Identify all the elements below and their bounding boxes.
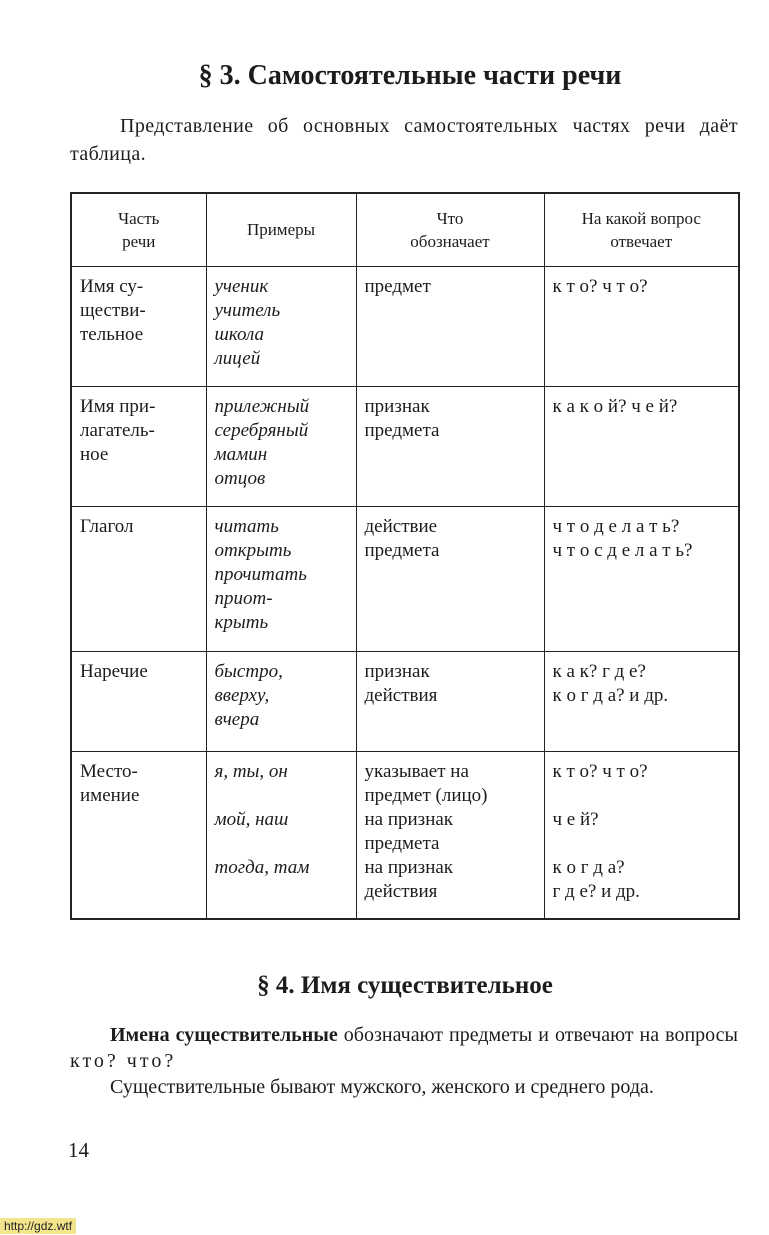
section-4-title: § 4. Имя существительное bbox=[257, 972, 553, 999]
cell-part: Имя при- лагатель- ное bbox=[71, 386, 206, 506]
cell-question: к т о? ч т о? bbox=[544, 266, 739, 386]
cell-question: к т о? ч т о? ч е й? к о г д а? г д е? и др. bbox=[544, 751, 739, 919]
cell-part: Имя су- ществи- тельное bbox=[71, 266, 206, 386]
table-row bbox=[71, 651, 739, 751]
intro-paragraph: Представление об основных самостоятельных частях речи даёт таблица. bbox=[70, 115, 738, 165]
gender-paragraph: Существительные бывают мужского, женского и среднего рода. bbox=[110, 1076, 654, 1098]
cell-question: к а к о й? ч е й? bbox=[544, 386, 739, 506]
header-meaning: Что обозначает bbox=[356, 193, 544, 266]
cell-examples: читать открыть прочитать приот- крыть bbox=[206, 506, 356, 651]
cell-meaning: признак предмета bbox=[356, 386, 544, 506]
table-row bbox=[71, 506, 739, 651]
cell-examples: быстро, вверху, вчера bbox=[206, 651, 356, 751]
question-words: кто? что? bbox=[70, 1050, 177, 1072]
cell-question: ч т о д е л а т ь? ч т о с д е л а т ь? bbox=[544, 506, 739, 651]
cell-part: Место- имение bbox=[71, 751, 206, 919]
cell-meaning: предмет bbox=[356, 266, 544, 386]
cell-meaning: действие предмета bbox=[356, 506, 544, 651]
table-row bbox=[71, 266, 739, 386]
cell-part: Наречие bbox=[71, 651, 206, 751]
cell-question: к а к? г д е? к о г д а? и др. bbox=[544, 651, 739, 751]
cell-meaning: указывает на предмет (лицо) на признак предмета на признак действия bbox=[356, 751, 544, 919]
header-part: Часть речи bbox=[71, 193, 206, 266]
definition-paragraph bbox=[70, 1022, 738, 1074]
term-bold: Имена существительные bbox=[110, 1024, 338, 1046]
header-examples: Примеры bbox=[206, 193, 356, 266]
cell-meaning: признак действия bbox=[356, 651, 544, 751]
definition-text: обозначают предметы и отвечают на вопросы bbox=[337, 1024, 738, 1046]
page-number: 14 bbox=[68, 1138, 89, 1162]
table-header-row bbox=[71, 193, 739, 266]
table-row bbox=[71, 386, 739, 506]
parts-of-speech-table bbox=[70, 192, 740, 920]
cell-examples: я, ты, он мой, наш тогда, там bbox=[206, 751, 356, 919]
section-3-title: § 3. Самостоятельные части речи bbox=[198, 60, 622, 91]
table-row bbox=[71, 751, 739, 919]
cell-part: Глагол bbox=[71, 506, 206, 651]
cell-examples: ученик учитель школа лицей bbox=[206, 266, 356, 386]
header-question: На какой вопрос отвечает bbox=[544, 193, 739, 266]
watermark-link[interactable]: http://gdz.wtf bbox=[0, 1218, 76, 1234]
cell-examples: прилежный серебряный мамин отцов bbox=[206, 386, 356, 506]
